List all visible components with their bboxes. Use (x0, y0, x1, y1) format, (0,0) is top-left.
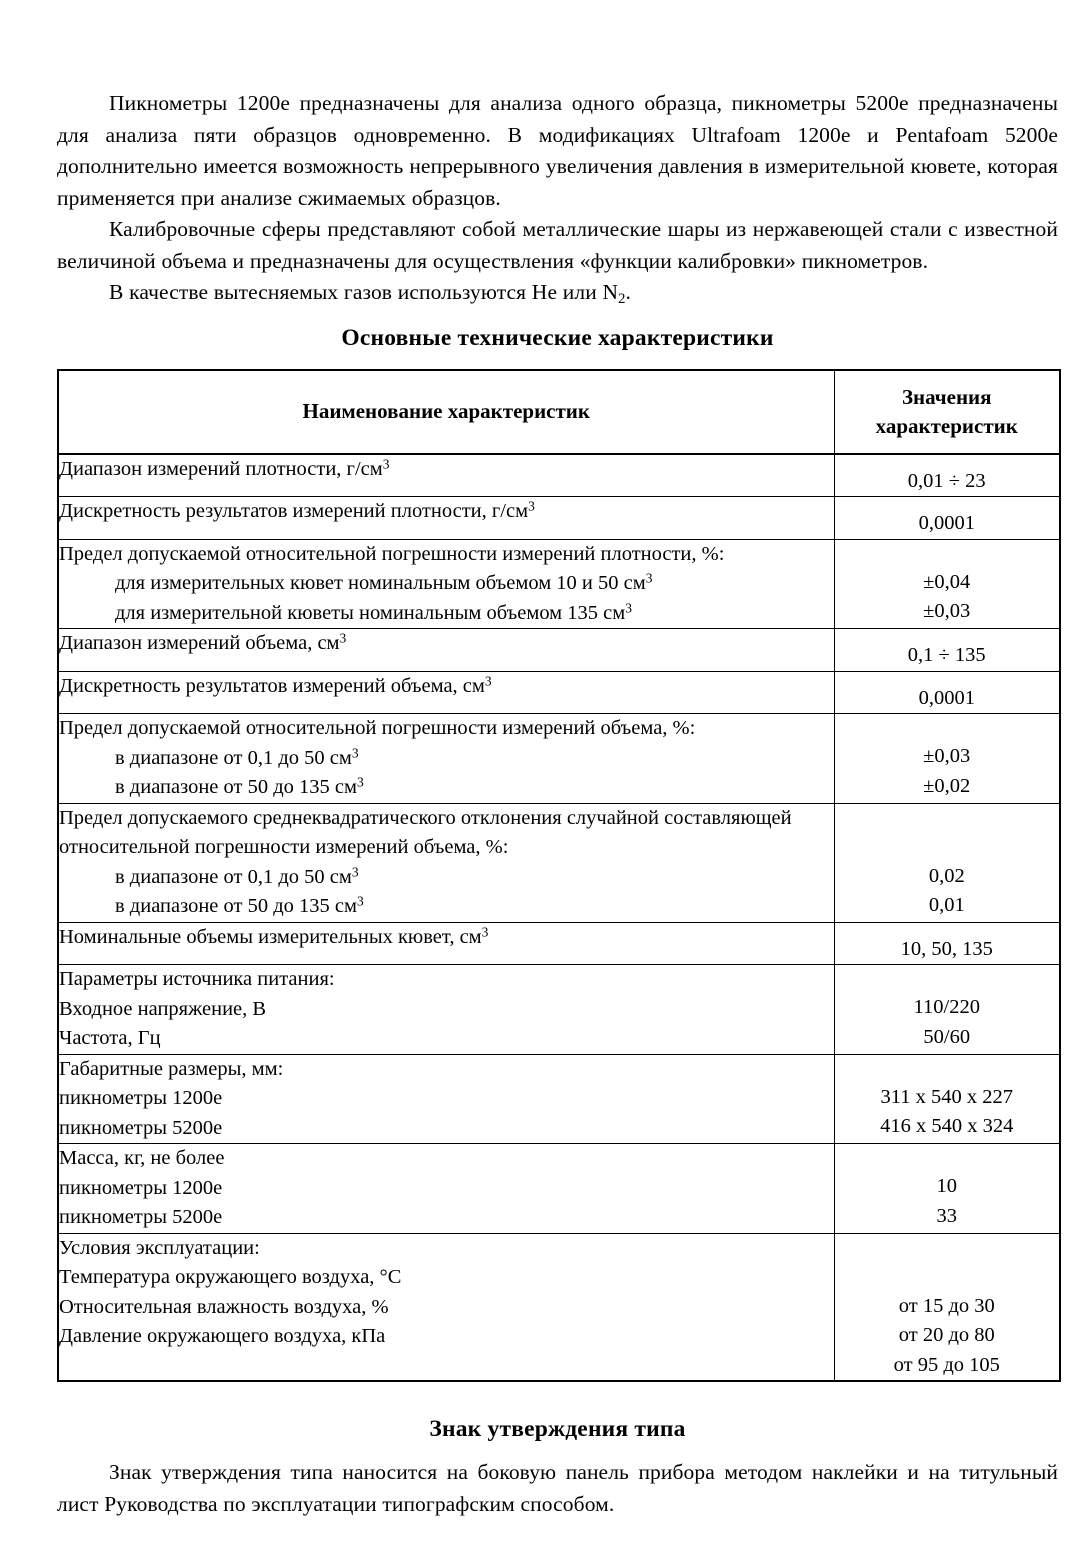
row-value-cell (834, 671, 1060, 714)
row-plain-line: Относительная влажность воздуха, % (59, 1295, 389, 1318)
row-name-text: Предел допускаемой относительной погрешности измерений объема, %: (59, 717, 696, 739)
approval-title: Знак утверждения типа (429, 1416, 686, 1442)
row-plain-line: пикнометры 5200e (59, 1206, 223, 1228)
table-row (58, 497, 1060, 540)
row-name-text: Дискретность результатов измерений объема, см (59, 674, 485, 697)
row-value-text: 0,0001 (918, 686, 975, 709)
row-subline-superscript: 3 (351, 745, 359, 761)
header-value-line1: Значения (901, 384, 992, 409)
row-value-text: 0,01 (928, 894, 965, 916)
row-value-text: 0,02 (928, 864, 965, 887)
gas-sentence-text: В качестве вытесняемых газов используются He или N (109, 280, 619, 304)
row-value-cell (834, 539, 1060, 629)
row-subline (59, 863, 834, 893)
table-header-row (58, 370, 1060, 454)
row-name-cell (58, 629, 834, 672)
intro-paragraph-2: Калибровочные сферы представляют собой металлические шары из нержавеющей стали с известной величиной объема и предназначены для осуществления «функции калибровки» пикнометров. (57, 217, 1058, 273)
row-value-cell (834, 965, 1060, 1055)
row-value-text: 0,1 ÷ 135 (907, 644, 986, 666)
row-subline (59, 599, 834, 629)
row-subline-superscript: 3 (356, 774, 364, 790)
row-plain-line: Давление окружающего воздуха, кПа (59, 1325, 386, 1347)
row-value-cell (834, 1054, 1060, 1144)
approval-paragraph: Знак утверждения типа наносится на боковую панель прибора методом наклейки и на титульный лист Руководства по эксплуатации типографским способом. (57, 1460, 1058, 1516)
row-value-text: 0,0001 (918, 512, 975, 534)
row-name-text: Габаритные размеры, мм: (59, 1057, 284, 1080)
row-name-text: Номинальные объемы измерительных кювет, см (59, 925, 482, 948)
specs-title: Основные технические характеристики (341, 324, 774, 351)
row-value-cell (834, 1144, 1060, 1234)
row-name-text: Диапазон измерений объема, см (59, 632, 340, 654)
row-subline (59, 892, 834, 922)
row-plain-line: Входное напряжение, В (59, 997, 267, 1020)
gas-sentence (57, 277, 1058, 309)
row-value-text: 0,01 ÷ 23 (907, 469, 986, 492)
row-subline-text: в диапазоне от 0,1 до 50 см (115, 746, 352, 769)
row-subline-superscript: 3 (356, 893, 364, 909)
row-name-text: Масса, кг, не более (59, 1147, 225, 1169)
row-subline-superscript: 3 (625, 600, 632, 616)
row-plain-line: пикнометры 1200e (59, 1176, 223, 1199)
row-value-text: 33 (936, 1204, 957, 1227)
row-subline-text: для измерительных кювет номинальным объемом 10 и 50 см (115, 572, 646, 594)
table-row (58, 539, 1060, 629)
row-value-text: от 15 до 30 (898, 1294, 995, 1317)
row-name-cell (58, 1233, 834, 1381)
row-value-text: 50/60 (923, 1025, 971, 1048)
row-subline-text: в диапазоне от 0,1 до 50 см (115, 865, 352, 888)
table-row (58, 671, 1060, 714)
row-name-cell (58, 922, 834, 965)
table-row (58, 629, 1060, 672)
row-value-text: 10 (936, 1175, 957, 1197)
row-value-cell (834, 497, 1060, 540)
row-value-text: от 95 до 105 (893, 1353, 1000, 1376)
row-value-text: 311 x 540 x 227 (880, 1085, 1013, 1108)
row-value-text: ±0,03 (923, 745, 971, 767)
row-name-text: Параметры источника питания: (59, 968, 335, 990)
row-value-cell (834, 454, 1060, 497)
row-name-cell (58, 714, 834, 804)
row-plain-line: пикнометры 1200e (59, 1087, 223, 1109)
row-subline (59, 569, 834, 599)
row-value-text: ±0,04 (923, 570, 971, 593)
row-name-superscript: 3 (484, 673, 492, 689)
specifications-table (57, 369, 1061, 1383)
row-name-text: Дискретность результатов измерений плотности, г/см (59, 500, 529, 522)
row-subline (59, 744, 834, 774)
table-row (58, 965, 1060, 1055)
row-name-superscript: 3 (382, 456, 390, 472)
row-value-text: 10, 50, 135 (900, 937, 993, 960)
row-plain-line: пикнометры 5200e (59, 1116, 223, 1139)
row-value-text: 416 x 540 x 324 (880, 1115, 1014, 1137)
row-value-cell (834, 629, 1060, 672)
row-value-text: ±0,03 (923, 600, 971, 622)
table-row (58, 803, 1060, 922)
row-plain-line: Температура окружающего воздуха, °С (59, 1266, 402, 1288)
row-name-text: Диапазон измерений плотности, г/см (59, 457, 383, 480)
row-name-cell (58, 454, 834, 497)
row-name-cell (58, 1054, 834, 1144)
row-name-cell (58, 539, 834, 629)
header-cell-value (834, 370, 1060, 454)
row-value-cell (834, 803, 1060, 922)
row-value-cell (834, 714, 1060, 804)
table-row (58, 922, 1060, 965)
header-cell-name: Наименование характеристик (58, 370, 834, 454)
row-subline-superscript: 3 (645, 570, 653, 586)
table-row (58, 1233, 1060, 1381)
table-row (58, 714, 1060, 804)
row-subline (59, 773, 834, 803)
row-value-text: 110/220 (913, 996, 980, 1018)
intro-paragraph-1: Пикнометры 1200e предназначены для анализа одного образца, пикнометры 5200e предназначены для анализа пяти образцов одновременно. В модификациях Ultrafoam 1200e и Pentafoam 5200e дополнительно имеется возможность непрерывного увеличения давления в измерительной кювете, которая применяется при анализе сжимаемых образцов. (57, 91, 1058, 210)
row-name-text-2: составляющей относительной погрешности измерений объема, %: (59, 806, 792, 858)
row-name-cell (58, 671, 834, 714)
row-name-superscript: 3 (481, 924, 489, 940)
row-name-cell (58, 803, 834, 922)
table-row (58, 1054, 1060, 1144)
gas-sentence-period: . (625, 280, 631, 304)
row-value-text: от 20 до 80 (898, 1324, 995, 1346)
row-name-superscript: 3 (528, 498, 535, 514)
row-name-cell (58, 497, 834, 540)
row-subline-text: в диапазоне от 50 до 135 см (115, 895, 357, 917)
header-value-line2: характеристик (875, 413, 1018, 438)
row-subline-text: в диапазоне от 50 до 135 см (115, 776, 357, 798)
row-name-text: Условия эксплуатации: (59, 1236, 260, 1259)
row-value-cell (834, 922, 1060, 965)
row-subline-text: для измерительной кюветы номинальным объемом 135 см (115, 601, 626, 624)
row-value-text: ±0,02 (923, 774, 971, 797)
row-plain-line: Частота, Гц (59, 1027, 161, 1049)
row-name-superscript: 3 (339, 630, 347, 646)
table-row (58, 1144, 1060, 1234)
row-value-cell (834, 1233, 1060, 1381)
row-name-text: Предел допускаемой относительной погрешности измерений плотности, %: (59, 542, 725, 565)
gas-subscript: 2 (618, 291, 626, 308)
row-name-text: Предел допускаемого среднеквадратического отклонения случайной (59, 806, 659, 829)
row-name-cell (58, 965, 834, 1055)
row-subline-superscript: 3 (351, 864, 359, 880)
table-row (58, 454, 1060, 497)
row-name-cell (58, 1144, 834, 1234)
